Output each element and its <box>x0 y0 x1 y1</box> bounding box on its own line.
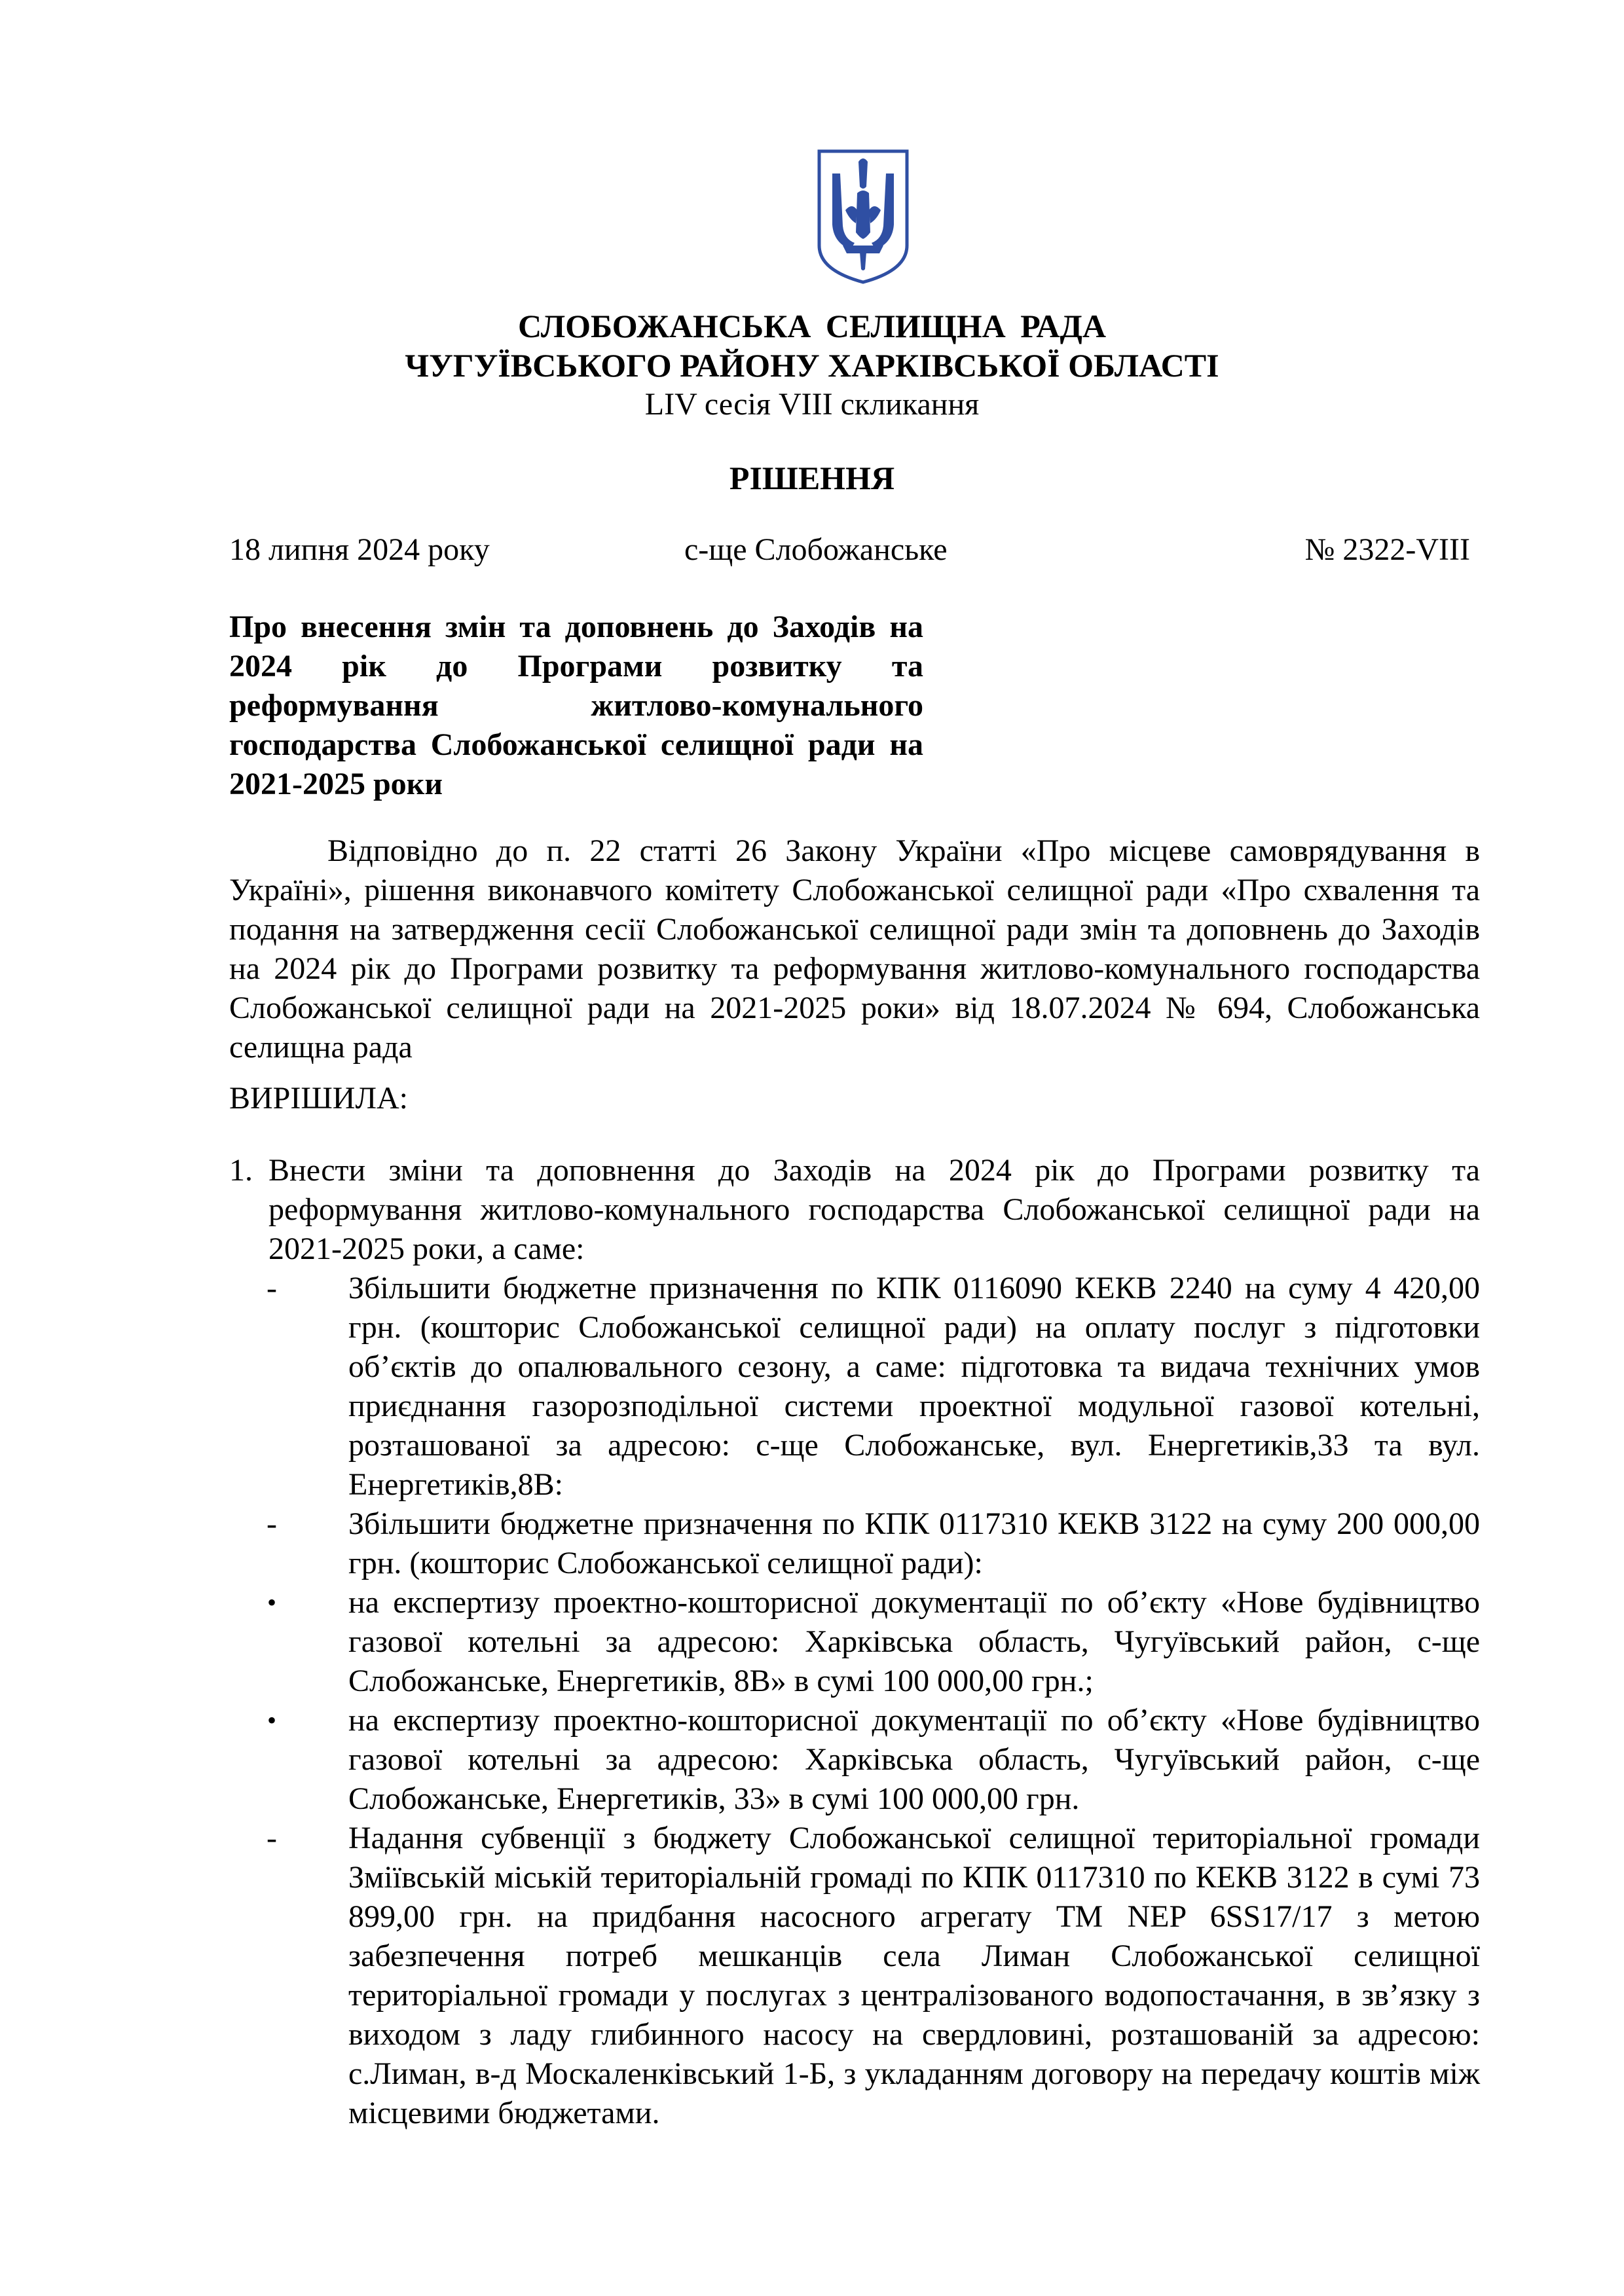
subitem-increase-2240 <box>229 1269 1480 1504</box>
coat-of-arms-icon <box>814 147 912 285</box>
list-item-1 <box>229 1151 1480 1269</box>
subitem-increase-3122 <box>229 1504 1480 1583</box>
dash-marker: - <box>267 1821 277 1855</box>
subitem-expertise-8v <box>229 1583 1480 1701</box>
subitem-text: на експертизу проектно-кошторисної документації по об’єкту «Нове будівництво газової котельні за адресою: Харківська область, Чугуївський район, с-ще Слобожанське, Енергетиків, 33» в сумі 100 000,00 грн. <box>348 1703 1480 1816</box>
subitem-text: Збільшити бюджетне призначення по КПК 0117310 КЕКВ 3122 на суму 200 000,00 грн. (кошторис Слобожанської селищної ради): <box>348 1506 1480 1580</box>
dash-marker: - <box>267 1271 277 1305</box>
decision-place: с-ще Слобожанське <box>684 532 948 567</box>
council-district: ЧУГУЇВСЬКОГО РАЙОНУ ХАРКІВСЬКОЇ ОБЛАСТІ <box>405 347 1219 384</box>
subitem-subvention <box>229 1819 1480 2133</box>
subitem-expertise-33 <box>229 1701 1480 1819</box>
subitem-text: на експертизу проектно-кошторисної документації по об’єкту «Нове будівництво газової котельні за адресою: Харківська область, Чугуївський район, с-ще Слобожанське, Енергетиків, 8В» в сумі 100 000,00 грн.; <box>348 1585 1480 1698</box>
document-title: РІШЕННЯ <box>729 460 895 496</box>
bullet-marker: • <box>267 1588 276 1617</box>
decision-subject: Про внесення змін та доповнень до Заходів на 2024 рік до Програми розвитку та реформування житлово-комунального господарства Слобожанської селищної ради на 2021-2025 роки <box>229 610 923 801</box>
list-item-number: 1. <box>229 1153 253 1188</box>
decision-number: № 2322-VIII <box>1304 532 1470 567</box>
dash-marker: - <box>267 1506 277 1541</box>
resolved-heading: ВИРІШИЛА: <box>229 1081 408 1116</box>
council-name: СЛОБОЖАНСЬКА СЕЛИЩНА РАДА <box>518 308 1106 344</box>
list-item-text: Внести зміни та доповнення до Заходів на 2024 рік до Програми розвитку та реформування житлово-комунального господарства Слобожанської селищної ради на 2021-2025 роки, а саме: <box>268 1153 1480 1266</box>
subitem-text: Збільшити бюджетне призначення по КПК 0116090 КЕКВ 2240 на суму 4 420,00 грн. (кошторис Слобожанської селищної ради) на оплату послуг з підготовки об’єктів до опалювального сезону, а саме: підготовка та видача технічних умов приєднання газорозподільної системи проектної модульної газової котельні, розташованої за адресою: с-ще Слобожанське, вул. Енергетиків,33 та вул. Енергетиків,8В: <box>348 1271 1480 1502</box>
session-label: LIV сесія VIII скликання <box>644 387 980 422</box>
preamble-paragraph: Відповідно до п. 22 статті 26 Закону України «Про місцеве самоврядування в Україні», рішення виконавчого комітету Слобожанської селищної ради «Про схвалення та подання на затвердження сесії Слобожанської селищної ради змін та доповнень до Заходів на 2024 рік до Програми розвитку та реформування житлово-комунального господарства Слобожанської селищної ради на 2021-2025 роки» від 18.07.2024 № 694, Слобожанська селищна рада <box>229 833 1480 1065</box>
subitem-text: Надання субвенції з бюджету Слобожанської селищної територіальної громади Зміївській міській територіальній громаді по КПК 0117310 по КЕКВ 3122 в сумі 73 899,00 грн. на придбання насосного агрегату ТМ NEP 6SS17/17 з метою забезпечення потреб мешканців села Лиман Слобожанської селищної територіальної громади у послугах з централізованого водопостачання, в зв’язку з виходом з ладу глибинного насосу на свердловині, розташованій за адресою: с.Лиман, в-д Москаленківський 1-Б, з укладанням договору на передачу коштів між місцевими бюджетами. <box>348 1821 1480 2130</box>
decision-date: 18 липня 2024 року <box>229 532 490 567</box>
bullet-marker: • <box>267 1705 276 1735</box>
